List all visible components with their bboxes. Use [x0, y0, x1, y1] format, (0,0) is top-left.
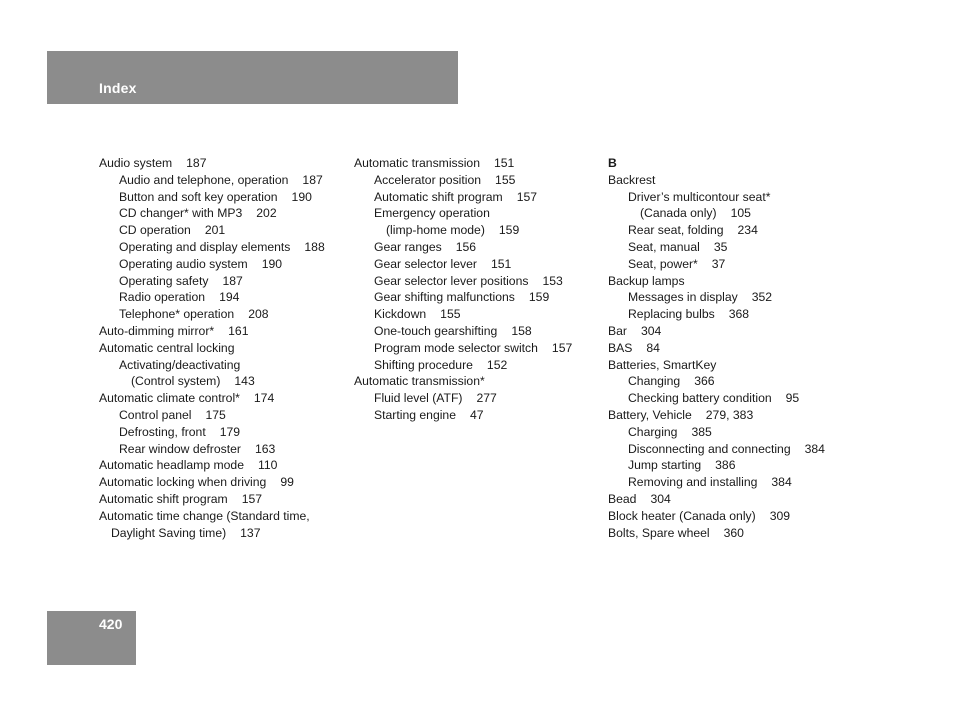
index-entry-term: Seat, manual: [628, 239, 700, 254]
index-entry-term: Daylight Saving time): [111, 525, 227, 540]
index-entry-page[interactable]: 188: [304, 239, 325, 254]
index-entry-term: Bead: [608, 491, 637, 506]
index-entry-term: Shifting procedure: [374, 357, 473, 372]
index-entry: [99, 407, 344, 424]
index-entry-page[interactable]: 158: [511, 323, 532, 338]
index-entry: [608, 373, 853, 390]
index-entry: [608, 441, 853, 458]
index-entry-term: Automatic transmission*: [354, 374, 485, 389]
index-entry-page[interactable]: 175: [205, 407, 226, 422]
index-entry-page[interactable]: 155: [440, 307, 461, 322]
index-entry: [99, 273, 344, 290]
index-entry-page[interactable]: 366: [694, 374, 715, 389]
index-entry: [608, 205, 853, 222]
index-entry-page[interactable]: 152: [486, 357, 508, 372]
index-entry-term: B: [608, 156, 617, 170]
index-entry: [608, 357, 853, 374]
index-entry: [99, 390, 344, 407]
index-entry-term: Jump starting: [628, 458, 702, 473]
index-entry-page[interactable]: 161: [228, 323, 249, 338]
index-entry: [99, 189, 344, 206]
index-entry-term: Gear selector lever positions: [374, 273, 529, 288]
index-entry-page[interactable]: 163: [254, 441, 276, 456]
index-entry-page[interactable]: 35: [713, 239, 728, 254]
index-entry-term: Button and soft key operation: [119, 189, 278, 204]
index-entry: [99, 172, 344, 189]
index-entry: [354, 239, 599, 256]
index-entry: [608, 222, 853, 239]
index-entry-page[interactable]: 194: [219, 290, 240, 305]
index-entry-term: Auto-dimming mirror*: [99, 323, 215, 338]
index-entry: [99, 155, 344, 172]
index-entry-page[interactable]: 360: [723, 525, 744, 540]
index-entry: [99, 222, 344, 239]
index-entry-page[interactable]: 279, 383: [705, 407, 754, 422]
index-entry: [99, 457, 344, 474]
index-entry-term: Changing: [628, 374, 681, 389]
index-entry-term: (Canada only): [640, 206, 717, 221]
index-entry-page[interactable]: 157: [551, 340, 573, 355]
index-entry-page[interactable]: 384: [804, 441, 825, 456]
index-entry-term: Automatic climate control*: [99, 391, 240, 406]
index-entry-term: Automatic central locking: [99, 340, 235, 355]
index-entry-page[interactable]: 386: [715, 458, 736, 473]
index-entry-page[interactable]: 352: [751, 290, 773, 305]
index-entry-page[interactable]: 99: [280, 475, 294, 490]
index-entry-page[interactable]: 202: [256, 206, 277, 221]
index-entry-page[interactable]: 201: [204, 223, 226, 238]
index-entry: [608, 239, 853, 256]
index-entry: [608, 256, 853, 273]
index-entry: [99, 357, 344, 374]
index-entry: [99, 491, 344, 508]
index-entry: [608, 474, 853, 491]
index-entry: [354, 189, 599, 206]
index-entry-term: Rear window defroster: [119, 441, 241, 456]
index-entry-page[interactable]: 174: [253, 391, 275, 406]
page-number: 420: [99, 616, 123, 632]
index-entry: [608, 172, 853, 189]
index-entry: [608, 289, 853, 306]
index-entry-term: Replacing bulbs: [628, 307, 715, 322]
index-entry-term: Automatic headlamp mode: [99, 458, 244, 473]
index-entry: [608, 457, 853, 474]
index-entry-term: Automatic time change (Standard time,: [99, 508, 310, 523]
index-section-letter: [608, 155, 853, 172]
index-entry-term: (limp-home mode): [386, 223, 485, 238]
index-entry: [354, 172, 599, 189]
index-entry-term: Operating audio system: [119, 256, 248, 271]
index-entry-page[interactable]: 277: [476, 391, 497, 406]
index-entry-term: Radio operation: [119, 290, 206, 305]
index-entry-term: Starting engine: [374, 407, 456, 422]
index-entry-term: Messages in display: [628, 290, 738, 305]
index-entry-term: Operating and display elements: [119, 239, 291, 254]
index-entry: [99, 508, 344, 525]
index-entry: [99, 289, 344, 306]
index-entry-term: Disconnecting and connecting: [628, 441, 791, 456]
index-entry: [608, 273, 853, 290]
index-entry-page[interactable]: 187: [222, 273, 243, 288]
index-entry-term: Checking battery condition: [628, 391, 772, 406]
index-entry-term: Block heater (Canada only): [608, 508, 756, 523]
index-entry-page[interactable]: 384: [771, 475, 792, 490]
index-entry-page[interactable]: 187: [186, 156, 207, 170]
index-entry-term: Bolts, Spare wheel: [608, 525, 710, 540]
index-entry-page[interactable]: 95: [785, 391, 800, 406]
index-entry-page[interactable]: 110: [257, 458, 278, 473]
page-title: Index: [99, 80, 137, 96]
index-entry-term: Batteries, SmartKey: [608, 357, 717, 372]
index-entry: [608, 323, 853, 340]
index-entry-term: Fluid level (ATF): [374, 391, 463, 406]
index-entry-term: Charging: [628, 424, 678, 439]
index-entry-page[interactable]: 157: [241, 491, 263, 506]
index-entry-term: Activating/deactivating: [119, 357, 241, 372]
index-entry: [354, 273, 599, 290]
index-entry-page[interactable]: 190: [261, 256, 283, 271]
index-entry-page[interactable]: 151: [490, 256, 512, 271]
index-column-1: [99, 155, 344, 541]
index-entry: [354, 256, 599, 273]
index-entry: [99, 474, 344, 491]
index-entry-term: Rear seat, folding: [628, 223, 724, 238]
page-number-band: [47, 611, 136, 665]
index-entry-page[interactable]: 234: [737, 223, 758, 238]
index-entry-page[interactable]: 155: [495, 172, 516, 187]
index-entry: [354, 306, 599, 323]
index-entry-term: Seat, power*: [628, 256, 698, 271]
index-entry-page[interactable]: 37: [711, 256, 726, 271]
index-entry: [608, 189, 853, 206]
index-entry-term: Backup lamps: [608, 273, 685, 288]
index-entry-term: Operating safety: [119, 273, 209, 288]
index-entry: [354, 222, 599, 239]
index-entry-term: Automatic shift program: [374, 189, 503, 204]
index-entry: [354, 390, 599, 407]
index-entry: [354, 357, 599, 374]
index-entry: [608, 424, 853, 441]
index-entry: [608, 407, 853, 424]
index-entry: [354, 323, 599, 340]
index-entry-term: Program mode selector switch: [374, 340, 538, 355]
index-entry-page[interactable]: 385: [691, 424, 712, 439]
index-entry-term: (Control system): [131, 374, 221, 389]
index-entry-page[interactable]: 187: [302, 172, 323, 187]
index-entry-term: Driver’s multicontour seat*: [628, 189, 771, 204]
index-column-3: [608, 155, 853, 541]
index-entry-term: CD changer* with MP3: [119, 206, 243, 221]
index-entry-term: Backrest: [608, 172, 656, 187]
index-entry-term: CD operation: [119, 223, 191, 238]
index-entry: [99, 239, 344, 256]
index-entry-term: Gear shifting malfunctions: [374, 290, 515, 305]
index-entry: [99, 323, 344, 340]
index-entry-term: Automatic locking when driving: [99, 475, 267, 490]
index-entry-term: Audio system: [99, 156, 173, 170]
index-entry-term: One-touch gearshifting: [374, 323, 498, 338]
index-entry: [608, 340, 853, 357]
index-entry: [608, 390, 853, 407]
index-entry-page[interactable]: 159: [528, 290, 550, 305]
index-entry: [608, 306, 853, 323]
index-entry-page[interactable]: 137: [240, 525, 261, 540]
index-entry-term: Kickdown: [374, 307, 427, 322]
index-entry: [99, 373, 344, 390]
index-entry-term: Automatic shift program: [99, 491, 228, 506]
index-entry-page[interactable]: 309: [769, 508, 791, 523]
index-entry-page[interactable]: 208: [248, 307, 269, 322]
index-entry-page[interactable]: 153: [542, 273, 563, 288]
index-entry-page[interactable]: 190: [291, 189, 312, 204]
index-entry-page[interactable]: 84: [646, 340, 660, 355]
index-entry-term: Battery, Vehicle: [608, 407, 692, 422]
index-entry: [99, 340, 344, 357]
index-entry: [354, 155, 599, 172]
index-entry-term: Accelerator position: [374, 172, 482, 187]
index-entry-page[interactable]: 151: [493, 156, 515, 170]
index-entry: [99, 306, 344, 323]
index-column-2: [354, 155, 599, 424]
index-entry-term: Emergency operation: [374, 206, 490, 221]
index-entry-term: Defrosting, front: [119, 424, 206, 439]
index-entry: [99, 256, 344, 273]
index-entry-term: BAS: [608, 340, 633, 355]
index-entry: [608, 525, 853, 542]
index-entry-term: Gear ranges: [374, 239, 442, 254]
index-entry-page[interactable]: 143: [234, 374, 255, 389]
index-entry: [354, 407, 599, 424]
index-entry: [354, 205, 599, 222]
index-entry-page[interactable]: 105: [730, 206, 751, 221]
index-entry: [99, 525, 344, 542]
index-entry: [99, 205, 344, 222]
index-entry-page[interactable]: 368: [728, 307, 750, 322]
index-entry-term: Removing and installing: [628, 475, 758, 490]
index-entry-page[interactable]: 157: [516, 189, 538, 204]
index-entry: [354, 340, 599, 357]
index-entry: [99, 424, 344, 441]
index-entry-page[interactable]: 47: [470, 407, 484, 422]
index-entry: [99, 441, 344, 458]
index-entry-term: Bar: [608, 323, 627, 338]
index-entry-page[interactable]: 159: [498, 223, 520, 238]
index-entry-page[interactable]: 179: [219, 424, 241, 439]
index-entry: [608, 508, 853, 525]
index-entry-page[interactable]: 304: [650, 491, 671, 506]
index-entry-page[interactable]: 156: [455, 239, 477, 254]
index-entry: [608, 491, 853, 508]
index-entry-term: Audio and telephone, operation: [119, 172, 289, 187]
index-entry-page[interactable]: 304: [640, 323, 662, 338]
index-entry-term: Gear selector lever: [374, 256, 477, 271]
index-entry: [354, 289, 599, 306]
index-entry-term: Telephone* operation: [119, 307, 235, 322]
index-entry-term: Control panel: [119, 407, 192, 422]
index-entry-term: Automatic transmission: [354, 156, 480, 170]
index-entry: [354, 373, 599, 390]
header-band: [47, 51, 458, 104]
